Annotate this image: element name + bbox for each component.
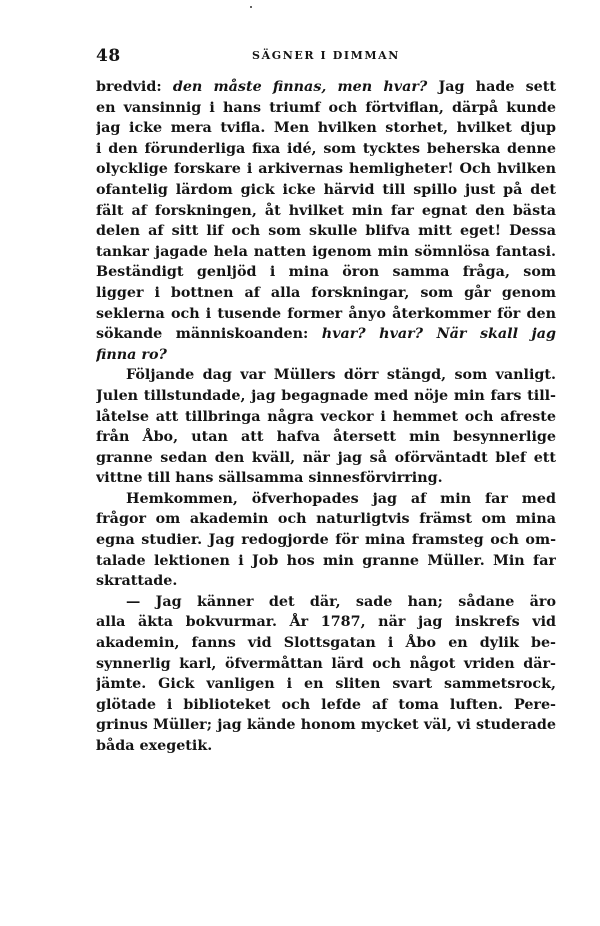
text-run: Jag hade sett	[427, 79, 556, 95]
text-run: Följande dag var Müllers dörr stängd, som vanligt.	[126, 367, 556, 384]
text-run: delen af sitt lif och som skulle blifva mitt eget! Dessa	[96, 223, 556, 240]
text-run: frågor om akademin och naturligtvis främst om mina	[96, 511, 556, 528]
text-line	[96, 489, 556, 510]
text-line	[96, 180, 556, 201]
italic-text: den måste finnas, men hvar?	[172, 79, 428, 95]
text-line	[96, 530, 556, 551]
text-run: vittne till hans sällsamma sinnesförvirring.	[96, 470, 443, 487]
page-number: 48	[96, 46, 121, 66]
text-run: Julen tillstundade, jag begagnade med nöje min fars till-	[96, 387, 556, 404]
text-line	[96, 612, 556, 633]
text-line	[96, 77, 556, 98]
text-run: från Åbo, utan att hafva återsett min besynnerlige	[96, 429, 556, 446]
text-run: granne sedan den kväll, när jag så oförväntadt blef ett	[96, 449, 556, 466]
text-run: ofantelig lärdom gick icke härvid till spillo just på det	[96, 181, 556, 198]
text-line	[96, 551, 556, 572]
page-header	[96, 46, 556, 66]
text-line	[96, 468, 556, 489]
text-run: fält af forskningen, åt hvilket min far egnat den bästa	[96, 202, 556, 219]
text-line	[96, 139, 556, 160]
text-line	[96, 242, 556, 263]
text-run: jag icke mera tvifla. Men hvilken storhet, hvilket djup	[96, 120, 556, 137]
text-run: en vansinnig i hans triumf och förtviflan, därpå kunde	[96, 99, 556, 116]
text-run: synnerlig karl, öfvermåttan lärd och något vriden där-	[96, 655, 556, 672]
text-line	[96, 654, 556, 675]
text-line	[96, 159, 556, 180]
text-line	[96, 324, 556, 345]
text-run: i den förunderliga fixa idé, som tycktes beherska denne	[96, 140, 556, 157]
text-run: seklerna och i tusende former ånyo återkommer för den	[96, 305, 556, 322]
text-run: glötade i biblioteket och lefde af toma luften. Pere-	[96, 696, 556, 713]
text-line	[96, 592, 556, 613]
text-line	[96, 345, 556, 366]
text-line	[96, 448, 556, 469]
text-line	[96, 715, 556, 736]
body-text	[96, 77, 556, 757]
italic-text: hvar? hvar? När skall jag	[321, 326, 556, 343]
text-line	[96, 386, 556, 407]
text-line	[96, 221, 556, 242]
text-run: alla äkta bokvurmar. År 1787, när jag inskrefs vid	[96, 614, 556, 631]
text-line	[96, 736, 556, 757]
text-run: Beständigt genljöd i mina öron samma fråga, som	[96, 264, 556, 281]
text-run: tankar jagade hela natten igenom min sömnlösa fantasi.	[96, 243, 556, 260]
text-line	[96, 571, 556, 592]
text-line	[96, 98, 556, 119]
text-run: ligger i bottnen af alla forskningar, som går genom	[96, 284, 556, 301]
text-run: jämte. Gick vanligen i en sliten svart sammetsrock,	[96, 676, 556, 693]
text-run: sökande människoanden:	[96, 326, 322, 343]
text-run: Hemkommen, öfverhopades jag af min far med	[126, 490, 556, 507]
text-line	[96, 304, 556, 325]
italic-text: finna ro?	[96, 346, 167, 363]
text-line	[96, 365, 556, 386]
text-line	[96, 283, 556, 304]
text-line	[96, 427, 556, 448]
text-line	[96, 407, 556, 428]
text-run: talade lektionen i Job hos min granne Müller. Min far	[96, 552, 556, 569]
text-run: grinus Müller; jag kände honom mycket väl, vi studerade	[96, 717, 556, 734]
running-head: SÄGNER I DIMMAN	[252, 49, 400, 62]
text-line	[96, 674, 556, 695]
ink-speck	[250, 6, 252, 8]
text-line	[96, 201, 556, 222]
text-line	[96, 695, 556, 716]
text-run: låtelse att tillbringa några veckor i hemmet och afreste	[96, 408, 556, 425]
text-run: — Jag känner det där, sade han; sådane äro	[126, 593, 556, 610]
text-run: akademin, fanns vid Slottsgatan i Åbo en dylik be-	[96, 635, 556, 652]
text-line	[96, 633, 556, 654]
text-run: båda exegetik.	[96, 738, 213, 754]
text-run: olycklige forskare i arkivernas hemligheter! Och hvilken	[96, 161, 556, 178]
text-line	[96, 509, 556, 530]
text-run: bredvid:	[96, 79, 173, 95]
text-run: egna studier. Jag redogjorde för mina framsteg och om-	[96, 532, 556, 549]
text-line	[96, 262, 556, 283]
text-run: skrattade.	[96, 573, 178, 590]
text-line	[96, 118, 556, 139]
